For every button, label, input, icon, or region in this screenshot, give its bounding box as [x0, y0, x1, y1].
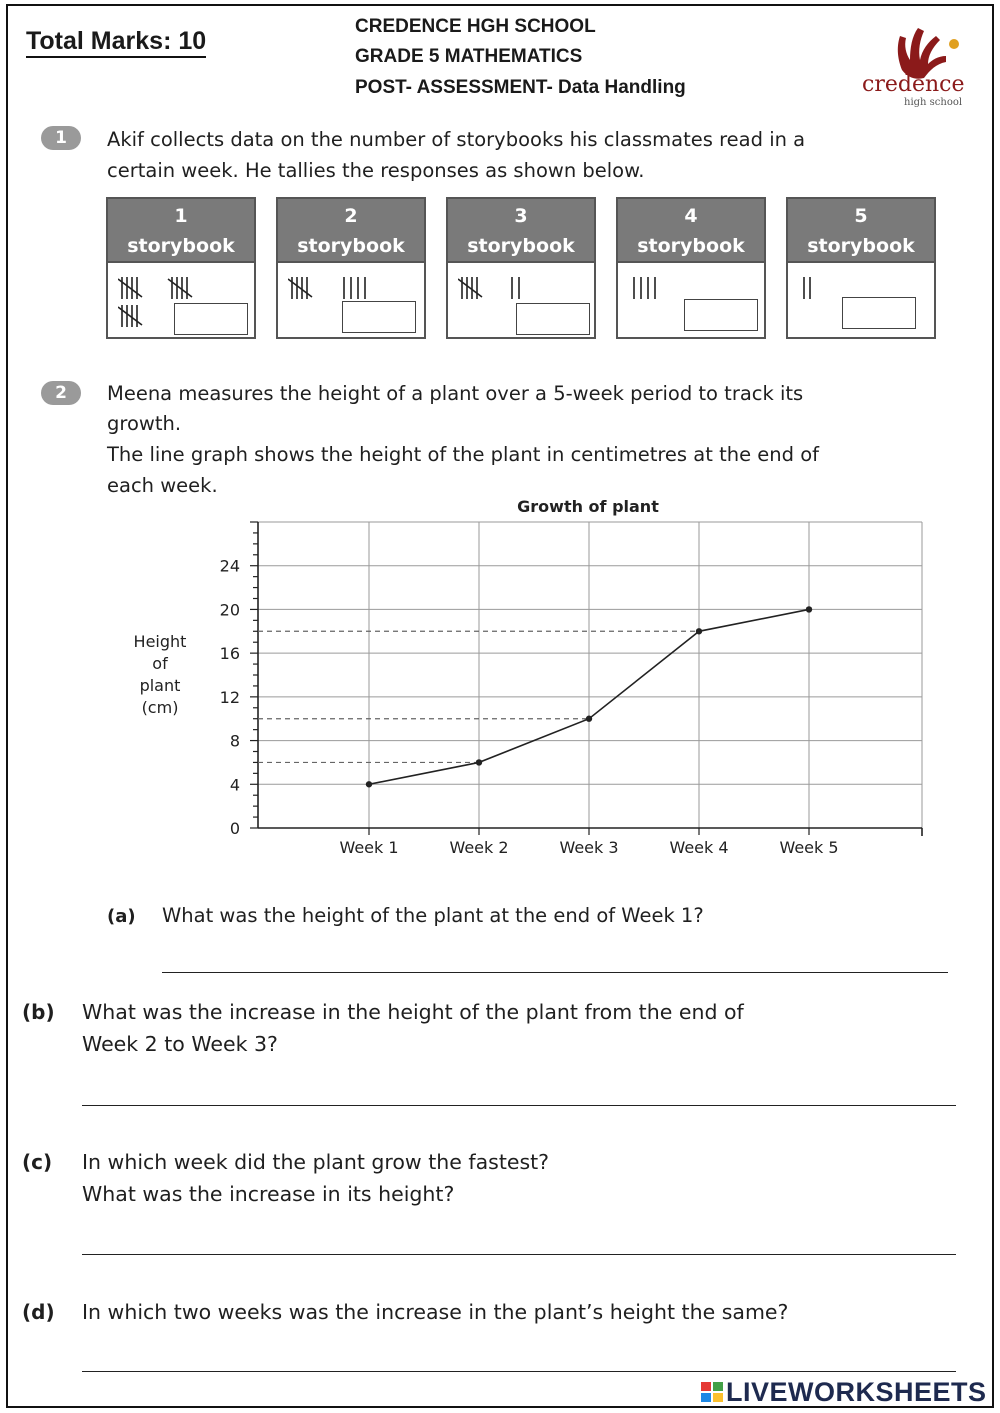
part-b-text-line1: What was the increase in the height of the plant from the end of — [82, 1000, 744, 1024]
part-c-text-line1: In which week did the plant grow the fastest? — [82, 1150, 550, 1174]
part-b-text-line2: Week 2 to Week 3? — [82, 1032, 278, 1056]
y-tick-label: 24 — [219, 556, 240, 576]
logo-subtitle: high school — [904, 97, 963, 108]
part-d-answer-line[interactable] — [82, 1371, 956, 1372]
tally-header-number: 1 — [174, 205, 188, 227]
y-axis-label-line2: of — [152, 654, 168, 673]
liveworksheets-brand — [700, 1376, 987, 1408]
tally-header-label: storybook — [637, 235, 745, 257]
y-axis-label-line4: (cm) — [141, 698, 179, 717]
assessment-title: POST- ASSESSMENT- Data Handling — [355, 77, 686, 98]
tally-header-number: 3 — [514, 205, 528, 227]
question-2-text-line3: The line graph shows the height of the plant in centimetres at the end of — [107, 443, 820, 466]
tally-header-label: storybook — [807, 235, 915, 257]
tally-header-label: storybook — [127, 235, 235, 257]
grade-title: GRADE 5 MATHEMATICS — [355, 46, 583, 67]
part-b-answer-line[interactable] — [82, 1105, 956, 1106]
question-2-text-line1: Meena measures the height of a plant over a 5-week period to track its — [107, 382, 804, 405]
x-tick-label: Week 5 — [779, 838, 839, 857]
tally-header-number: 4 — [684, 205, 698, 227]
part-c-answer-line[interactable] — [82, 1254, 956, 1255]
data-point — [696, 628, 702, 634]
tally-header-label: storybook — [467, 235, 575, 257]
x-tick-label: Week 2 — [449, 838, 509, 857]
x-tick-label: Week 4 — [669, 838, 729, 857]
question-1-text-line1: Akif collects data on the number of storybooks his classmates read in a — [107, 128, 806, 151]
part-b-label: (b) — [22, 1000, 55, 1024]
chart-title: Growth of plant — [517, 497, 659, 516]
school-name: CREDENCE HGH SCHOOL — [355, 16, 596, 37]
part-d-text: In which two weeks was the increase in the plant’s height the same? — [82, 1300, 789, 1324]
y-tick-label: 8 — [229, 731, 240, 751]
y-tick-label: 16 — [219, 644, 240, 664]
question-2-text-line2: growth. — [107, 412, 182, 435]
part-a-label: (a) — [107, 906, 136, 927]
logo-wordmark: credence — [862, 72, 965, 97]
data-point — [806, 606, 812, 612]
data-point — [366, 781, 372, 787]
question-1-number: 1 — [41, 126, 81, 150]
total-marks: Total Marks: 10 — [26, 26, 206, 58]
part-a-answer-line[interactable] — [162, 972, 948, 973]
data-point — [476, 759, 482, 765]
tally-header-label: storybook — [297, 235, 405, 257]
part-c-label: (c) — [22, 1150, 53, 1174]
question-1-text-line2: certain week. He tallies the responses as shown below. — [107, 159, 645, 182]
brand-text: LIVEWORKSHEETS — [726, 1376, 987, 1407]
y-tick-label: 4 — [229, 775, 240, 795]
x-tick-label: Week 1 — [339, 838, 399, 857]
part-c-text-line2: What was the increase in its height? — [82, 1182, 455, 1206]
tally-header-number: 2 — [344, 205, 358, 227]
part-a-text: What was the height of the plant at the end of Week 1? — [162, 904, 704, 927]
x-tick-label: Week 3 — [559, 838, 619, 857]
y-tick-label: 12 — [219, 687, 240, 707]
tally-header-number: 5 — [854, 205, 868, 227]
y-axis-label-line1: Height — [133, 632, 187, 651]
question-2-text-line4: each week. — [107, 474, 218, 497]
liveworksheets-logo-icon — [700, 1380, 724, 1404]
y-tick-label: 0 — [229, 819, 240, 838]
data-point — [586, 716, 592, 722]
y-axis-label-line3: plant — [139, 676, 181, 695]
question-2-number: 2 — [41, 381, 81, 405]
part-d-label: (d) — [22, 1300, 55, 1324]
y-tick-label: 20 — [219, 600, 240, 620]
